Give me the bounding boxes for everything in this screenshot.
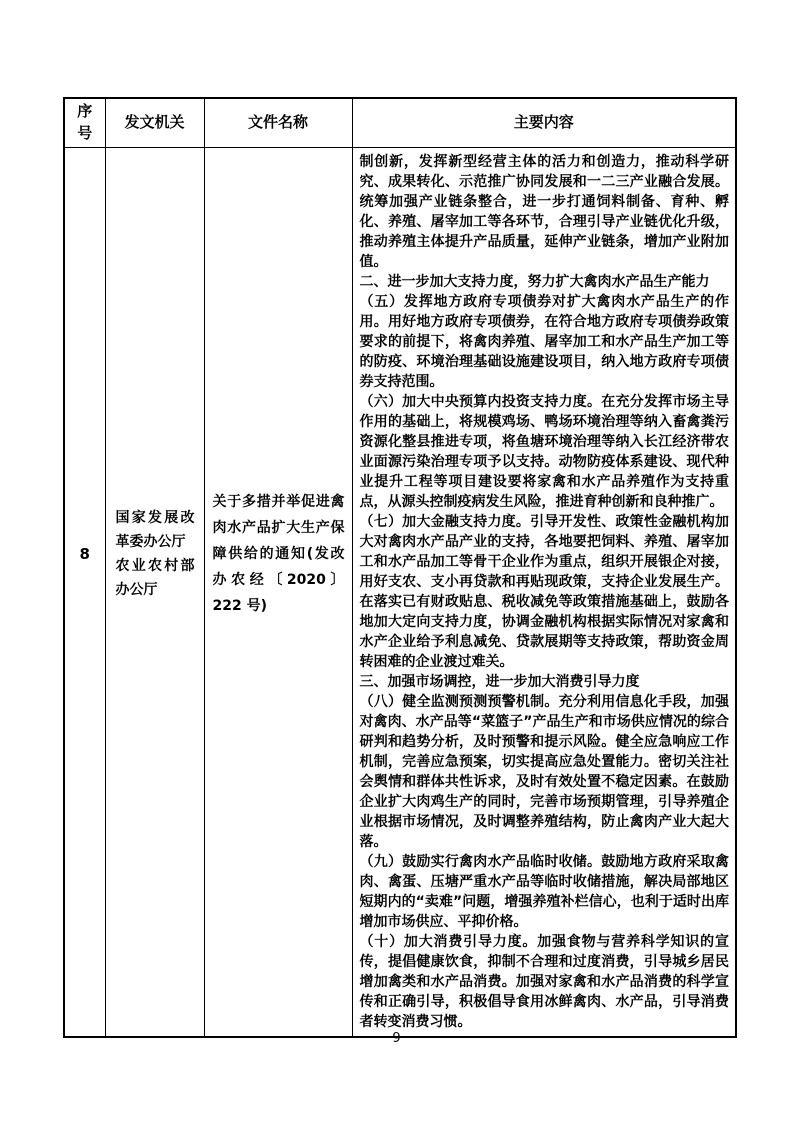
content-section-heading: 二、进一步加大支持力度，努力扩大禽肉水产品生产能力 [359,273,710,290]
header-agency: 发文机关 [105,98,204,147]
agency-name-line: 国家发展改革委办公厅 [115,510,195,550]
content-section-heading: 三、加强市场调控，进一步加大消费引导力度 [359,673,640,690]
cell-content [352,147,736,1037]
content-paragraph: （九）鼓励实行禽肉水产品临时收储。鼓励地方政府采取禽肉、禽蛋、压塘严重水产品等临时收储措施，解决局部地区短期内的“卖难”问题，增强养殖补栏信心，也利于适时出库增加市场供应、平抑价格。 [359,853,729,930]
content-paragraph: （八）健全监测预测预警机制。充分利用信息化手段，加强对禽肉、水产品等“菜篮子”产品生产和市场供应情况的综合研判和趋势分析，及时预警和提示风险。健全应急响应工作机制，完善应急预案，切实提高应急处置能力。密切关注社会舆情和群体共性诉求，及时有效处置不稳定因素。在鼓励企业扩大肉鸡生产的同时，完善市场预期管理，引导养殖企业根据市场情况，及时调整养殖结构，防止禽肉产业大起大落。 [359,693,729,850]
content-paragraph: 制创新，发挥新型经营主体的活力和创造力，推动科学研究、成果转化、示范推广协同发展和一二三产业融合发展。统筹加强产业链条整合，进一步打通饲料制备、育种、孵化、养殖、屠宰加工等各环节，合理引导产业链优化升级，推动养殖主体提升产品质量，延伸产业链条，增加产业附加值。 [359,153,729,270]
content-paragraph: （十）加大消费引导力度。加强食物与营养科学知识的宣传，提倡健康饮食，抑制不合理和过度消费，引导城乡居民增加禽类和水产品消费。加强对家禽和水产品消费的科学宣传和正确引导，积极倡导食用冰鲜禽肉、水产品，引导消费者转变消费习惯。 [359,933,729,1030]
table-row [64,147,736,1037]
documents-table [63,97,737,1038]
header-index [64,98,105,147]
page-number: 9 [392,1031,401,1046]
content-paragraph: （六）加大中央预算内投资支持力度。在充分发挥市场主导作用的基础上，将规模鸡场、鸭场环境治理等纳入畜禽粪污资源化整县推进专项，将鱼塘环境治理等纳入长江经济带农业面源污染治理专项予以支持。动物防疫体系建设、现代种业提升工程等项目建设要将家禽和水产品养殖作为支持重点，从源头控制疫病发生风险，推进育种创新和良种推广。 [359,393,729,510]
table-header-row [64,98,736,147]
content-paragraph: （五）发挥地方政府专项债券对扩大禽肉水产品生产的作用。用好地方政府专项债券，在符合地方政府专项债券政策要求的前提下，将禽肉养殖、屠宰加工和水产品生产加工等的防疫、环境治理基础设施建设项目，纳入地方政府专项债券支持范围。 [359,293,729,390]
header-content: 主要内容 [352,98,736,147]
header-doc-name: 文件名称 [204,98,352,147]
header-index-label: 序号 [77,102,93,142]
cell-agency [105,147,204,1037]
content-paragraph: （七）加大金融支持力度。引导开发性、政策性金融机构加大对禽肉水产品产业的支持，各地要把饲料、养殖、屠宰加工和水产品加工等骨干企业作为重点，组织开展银企对接，用好支农、支小再贷款和再贴现政策，支持企业发展生产。在落实已有财政贴息、税收减免等政策措施基础上，鼓励各地加大定向支持力度，协调金融机构根据实际情况对家禽和水产企业给予利息减免、贷款展期等支持政策，帮助资金周转困难的企业渡过难关。 [359,513,729,670]
cell-doc-name: 关于多措并举促进禽肉水产品扩大生产保障供给的通知(发改办农经〔2020〕222 号) [204,147,352,1037]
cell-index: 8 [64,147,105,1037]
agency-name-line: 农业农村部办公厅 [115,558,195,598]
